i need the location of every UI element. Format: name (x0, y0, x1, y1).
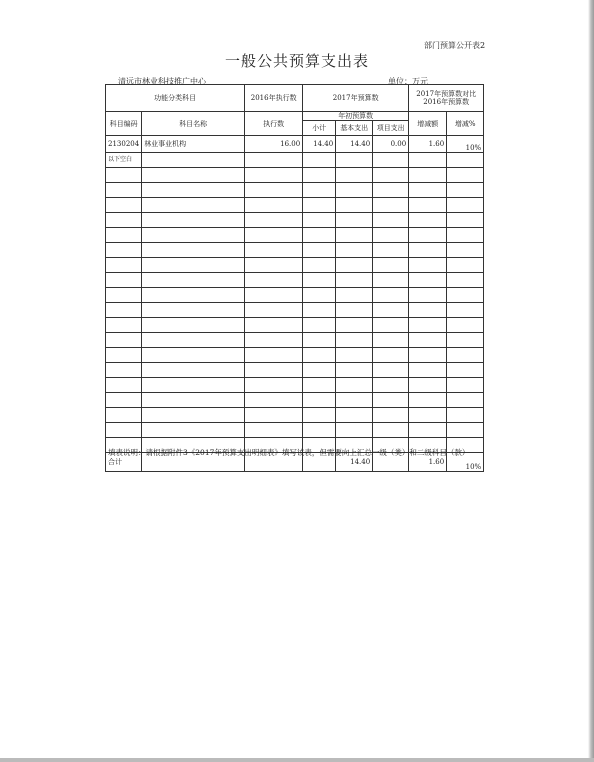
header-code: 科目编码 (106, 112, 142, 136)
fill-instructions: 填表说明：请根据附件3《2017年预算支出明细表》填写该表，但需要向上汇总一级（类）和二级科目（款） (108, 448, 470, 457)
row-subtotal: 14.40 (303, 136, 336, 153)
row-change: 1.60 (409, 136, 447, 153)
table-row (106, 333, 484, 348)
table-row (106, 393, 484, 408)
budget-table (105, 84, 484, 472)
total-pct: 10% (447, 453, 484, 472)
header-budget-2017: 2017年预算数 (303, 85, 409, 112)
page-title: 一般公共预算支出表 (224, 52, 369, 70)
scan-edge-right (588, 0, 594, 762)
header-category: 功能分类科目 (106, 85, 245, 112)
table-row (106, 228, 484, 243)
header-exec: 执行数 (245, 112, 303, 136)
header-row-2 (106, 112, 484, 121)
row-code: 2130204 (106, 136, 142, 153)
unit-label: 单位：万元 (388, 77, 428, 86)
table-row (106, 363, 484, 378)
table-row (106, 153, 484, 168)
scan-edge-bottom (0, 758, 594, 762)
row-basic: 14.40 (336, 136, 373, 153)
form-number: 部门预算公开表2 (424, 41, 486, 50)
blank-note: 以下空白 (106, 153, 142, 168)
header-compare: 2017年预算数对比 2016年预算数 (409, 85, 484, 112)
total-change: 1.60 (409, 453, 447, 472)
table-row (106, 318, 484, 333)
header-name: 科目名称 (142, 112, 245, 136)
table-row (106, 288, 484, 303)
table-row (106, 213, 484, 228)
total-basic: 14.40 (336, 453, 373, 472)
row-exec: 16.00 (245, 136, 303, 153)
table-row (106, 243, 484, 258)
table-row (106, 303, 484, 318)
row-project: 0.00 (373, 136, 409, 153)
table-row (106, 273, 484, 288)
header-subtotal: 小计 (303, 121, 336, 136)
row-name: 林业事业机构 (142, 136, 245, 153)
total-label: 合计 (106, 453, 142, 472)
table-row (106, 378, 484, 393)
header-initial: 年初预算数 (303, 112, 409, 121)
table-row (106, 348, 484, 363)
table-row (106, 258, 484, 273)
header-change-amount: 增减额 (409, 112, 447, 136)
header-change-pct: 增减% (447, 112, 484, 136)
table-row (106, 423, 484, 438)
row-pct: 10% (447, 136, 484, 153)
table-row (106, 136, 484, 153)
table-row (106, 183, 484, 198)
unit-name: 清远市林业科技推广中心 (118, 77, 206, 86)
table-row (106, 408, 484, 423)
header-exec-2016: 2016年执行数 (245, 85, 303, 112)
table-row (106, 198, 484, 213)
header-basic: 基本支出 (336, 121, 373, 136)
table-row (106, 168, 484, 183)
header-project: 项目支出 (373, 121, 409, 136)
